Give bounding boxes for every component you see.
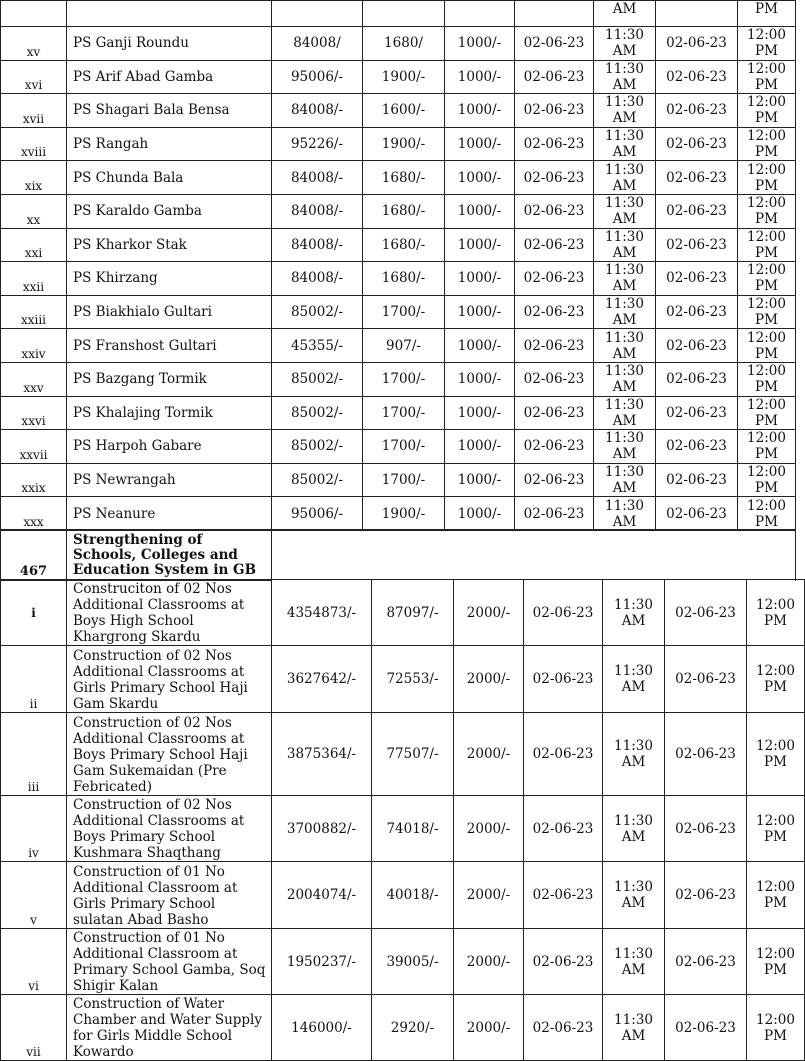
tender-fee: 1000/- bbox=[445, 127, 515, 161]
submission-time: 11:30 AM bbox=[603, 713, 665, 796]
earnest-money: 1680/- bbox=[363, 194, 445, 228]
tender-fee: 1000/- bbox=[445, 463, 515, 497]
scheme-name: PS Neanure bbox=[67, 497, 272, 531]
opening-date: 02-06-23 bbox=[665, 862, 747, 929]
scheme-name: PS Khalajing Tormik bbox=[67, 396, 272, 430]
opening-date: 02-06-23 bbox=[656, 262, 738, 296]
serial-number: xx bbox=[1, 194, 67, 228]
tender-fee: 1000/- bbox=[445, 396, 515, 430]
earnest-money: 77507/- bbox=[372, 713, 454, 796]
empty-cell bbox=[445, 1, 515, 27]
opening-date: 02-06-23 bbox=[656, 127, 738, 161]
submission-time: 11:30 AM bbox=[594, 161, 656, 195]
table-row bbox=[1, 362, 796, 396]
submission-date: 02-06-23 bbox=[515, 262, 594, 296]
empty-cell bbox=[1, 1, 67, 27]
estimated-cost: 95006/- bbox=[272, 497, 363, 531]
tender-fee: 1000/- bbox=[445, 497, 515, 531]
opening-time: 12:00 PM bbox=[738, 194, 796, 228]
scheme-name: PS Newrangah bbox=[67, 463, 272, 497]
submission-date: 02-06-23 bbox=[524, 796, 603, 862]
serial-number: xxvii bbox=[1, 430, 67, 464]
work-description: Construction of 02 Nos Additional Classrooms at Girls Primary School Haji Gam Skardu bbox=[67, 646, 272, 713]
opening-date: 02-06-23 bbox=[665, 929, 747, 995]
estimated-cost: 84008/- bbox=[272, 94, 363, 128]
serial-number: iv bbox=[1, 796, 67, 862]
table-row bbox=[1, 430, 796, 464]
earnest-money: 39005/- bbox=[372, 929, 454, 995]
tender-fee: 1000/- bbox=[445, 295, 515, 329]
table-row bbox=[1, 27, 796, 61]
tender-fee: 1000/- bbox=[445, 60, 515, 94]
work-description: Construction of 02 Nos Additional Classrooms at Boys Primary School Haji Gam Sukemaidan (Pre Febricated) bbox=[67, 713, 272, 796]
estimated-cost: 95226/- bbox=[272, 127, 363, 161]
opening-time: 12:00 PM bbox=[738, 463, 796, 497]
submission-time: 11:30 AM bbox=[594, 262, 656, 296]
opening-time: 12:00 PM bbox=[747, 862, 805, 929]
opening-time: 12:00 PM bbox=[738, 362, 796, 396]
table-row bbox=[1, 929, 805, 995]
estimated-cost: 2004074/- bbox=[272, 862, 372, 929]
submission-time: 11:30 AM bbox=[594, 94, 656, 128]
tender-fee: 2000/- bbox=[454, 796, 524, 862]
opening-time: 12:00 PM bbox=[747, 995, 805, 1061]
section-title: Strengthening of Schools, Colleges and Education System in GB bbox=[67, 530, 272, 581]
submission-time: 11:30 AM bbox=[603, 929, 665, 995]
empty-cell bbox=[656, 1, 738, 27]
earnest-money: 1700/- bbox=[363, 463, 445, 497]
earnest-money: 907/- bbox=[363, 329, 445, 363]
earnest-money: 87097/- bbox=[372, 580, 454, 646]
opening-date: 02-06-23 bbox=[665, 646, 747, 713]
section-row bbox=[1, 530, 796, 581]
table-row bbox=[1, 194, 796, 228]
empty-cell bbox=[363, 530, 796, 581]
opening-time: 12:00 PM bbox=[738, 329, 796, 363]
tender-table-lower bbox=[0, 579, 805, 1061]
opening-date: 02-06-23 bbox=[665, 580, 747, 646]
work-description: Construction of Water Chamber and Water Supply for Girls Middle School Kowardo bbox=[67, 995, 272, 1061]
serial-number: xxiv bbox=[1, 329, 67, 363]
work-description: Construciton of 02 Nos Additional Classrooms at Boys High School Khargrong Skardu bbox=[67, 580, 272, 646]
estimated-cost: 84008/- bbox=[272, 228, 363, 262]
submission-date: 02-06-23 bbox=[515, 295, 594, 329]
submission-date: 02-06-23 bbox=[515, 127, 594, 161]
scheme-name: PS Harpoh Gabare bbox=[67, 430, 272, 464]
submission-time: 11:30 AM bbox=[594, 194, 656, 228]
submission-time: 11:30 AM bbox=[603, 995, 665, 1061]
serial-number: xix bbox=[1, 161, 67, 195]
table-row bbox=[1, 127, 796, 161]
estimated-cost: 84008/- bbox=[272, 194, 363, 228]
estimated-cost: 85002/- bbox=[272, 295, 363, 329]
estimated-cost: 84008/ bbox=[272, 27, 363, 61]
serial-number: v bbox=[1, 862, 67, 929]
serial-number: xxi bbox=[1, 228, 67, 262]
table-row bbox=[1, 463, 796, 497]
opening-time: 12:00 PM bbox=[747, 713, 805, 796]
estimated-cost: 3875364/- bbox=[272, 713, 372, 796]
serial-number: vi bbox=[1, 929, 67, 995]
submission-time: 11:30 AM bbox=[594, 60, 656, 94]
submission-date: 02-06-23 bbox=[515, 329, 594, 363]
submission-time: 11:30 AM bbox=[594, 463, 656, 497]
opening-date: 02-06-23 bbox=[656, 362, 738, 396]
serial-number: vii bbox=[1, 995, 67, 1061]
opening-date: 02-06-23 bbox=[665, 995, 747, 1061]
table-row bbox=[1, 262, 796, 296]
submission-date: 02-06-23 bbox=[515, 463, 594, 497]
submission-date: 02-06-23 bbox=[515, 161, 594, 195]
submission-date: 02-06-23 bbox=[515, 362, 594, 396]
work-description: Construction of 01 No Additional Classroom at Primary School Gamba, Soq Shigir Kalan bbox=[67, 929, 272, 995]
earnest-money: 1680/- bbox=[363, 161, 445, 195]
empty-cell bbox=[272, 1, 363, 27]
scheme-name: PS Karaldo Gamba bbox=[67, 194, 272, 228]
opening-time: 12:00 PM bbox=[747, 646, 805, 713]
serial-number: ii bbox=[1, 646, 67, 713]
table-row bbox=[1, 862, 805, 929]
tender-fee: 2000/- bbox=[454, 713, 524, 796]
submission-date: 02-06-23 bbox=[515, 27, 594, 61]
estimated-cost: 3700882/- bbox=[272, 796, 372, 862]
opening-time: 12:00 PM bbox=[747, 796, 805, 862]
submission-date: 02-06-23 bbox=[515, 396, 594, 430]
submission-date: 02-06-23 bbox=[515, 430, 594, 464]
submission-time: 11:30 AM bbox=[603, 796, 665, 862]
earnest-money: 1700/- bbox=[363, 362, 445, 396]
table-row bbox=[1, 94, 796, 128]
opening-time: 12:00 PM bbox=[738, 127, 796, 161]
scheme-name: PS Kharkor Stak bbox=[67, 228, 272, 262]
submission-date: 02-06-23 bbox=[524, 580, 603, 646]
earnest-money: 1900/- bbox=[363, 127, 445, 161]
earnest-money: 72553/- bbox=[372, 646, 454, 713]
opening-date: 02-06-23 bbox=[656, 161, 738, 195]
submission-time: 11:30 AM bbox=[603, 580, 665, 646]
table-row bbox=[1, 228, 796, 262]
submission-time: 11:30 AM bbox=[594, 27, 656, 61]
opening-date: 02-06-23 bbox=[656, 194, 738, 228]
earnest-money: 1700/- bbox=[363, 430, 445, 464]
opening-time: 12:00 PM bbox=[747, 580, 805, 646]
estimated-cost: 146000/- bbox=[272, 995, 372, 1061]
opening-time: 12:00 PM bbox=[738, 161, 796, 195]
estimated-cost: 95006/- bbox=[272, 60, 363, 94]
table-row bbox=[1, 396, 796, 430]
opening-date: 02-06-23 bbox=[665, 796, 747, 862]
scheme-name: PS Arif Abad Gamba bbox=[67, 60, 272, 94]
opening-date: 02-06-23 bbox=[656, 329, 738, 363]
tender-fee: 1000/- bbox=[445, 94, 515, 128]
serial-number: xxii bbox=[1, 262, 67, 296]
tender-fee: 1000/- bbox=[445, 228, 515, 262]
earnest-money: 1600/- bbox=[363, 94, 445, 128]
submission-time: 11:30 AM bbox=[594, 362, 656, 396]
tender-fee: 1000/- bbox=[445, 161, 515, 195]
opening-time: 12:00 PM bbox=[738, 396, 796, 430]
estimated-cost: 85002/- bbox=[272, 396, 363, 430]
empty-cell bbox=[67, 1, 272, 27]
scheme-name: PS Chunda Bala bbox=[67, 161, 272, 195]
submission-time: 11:30 AM bbox=[594, 228, 656, 262]
opening-date: 02-06-23 bbox=[656, 27, 738, 61]
estimated-cost: 3627642/- bbox=[272, 646, 372, 713]
estimated-cost: 45355/- bbox=[272, 329, 363, 363]
opening-time: 12:00 PM bbox=[738, 262, 796, 296]
opening-time: 12:00 PM bbox=[747, 929, 805, 995]
serial-number: xviii bbox=[1, 127, 67, 161]
opening-date: 02-06-23 bbox=[656, 430, 738, 464]
earnest-money: 1900/- bbox=[363, 497, 445, 531]
tender-fee: 1000/- bbox=[445, 194, 515, 228]
submission-time: 11:30 AM bbox=[594, 295, 656, 329]
tender-fee: 1000/- bbox=[445, 262, 515, 296]
tender-fee: 1000/- bbox=[445, 430, 515, 464]
submission-time: 11:30 AM bbox=[594, 430, 656, 464]
serial-number: xv bbox=[1, 27, 67, 61]
serial-number: xvii bbox=[1, 94, 67, 128]
submission-time: 11:30 AM bbox=[594, 396, 656, 430]
tender-fee: 1000/- bbox=[445, 362, 515, 396]
serial-number: xvi bbox=[1, 60, 67, 94]
empty-cell bbox=[363, 1, 445, 27]
time-open-cell: AM bbox=[594, 1, 656, 27]
submission-time: 11:30 AM bbox=[603, 646, 665, 713]
tender-fee: 2000/- bbox=[454, 580, 524, 646]
tender-fee: 1000/- bbox=[445, 27, 515, 61]
submission-date: 02-06-23 bbox=[524, 646, 603, 713]
scheme-name: PS Rangah bbox=[67, 127, 272, 161]
serial-number: i bbox=[1, 580, 67, 646]
estimated-cost: 1950237/- bbox=[272, 929, 372, 995]
opening-date: 02-06-23 bbox=[656, 497, 738, 531]
opening-date: 02-06-23 bbox=[656, 94, 738, 128]
opening-time: 12:00 PM bbox=[738, 430, 796, 464]
estimated-cost: 84008/- bbox=[272, 262, 363, 296]
opening-time: 12:00 PM bbox=[738, 60, 796, 94]
submission-date: 02-06-23 bbox=[515, 94, 594, 128]
tender-fee: 2000/- bbox=[454, 646, 524, 713]
serial-number: xxx bbox=[1, 497, 67, 531]
section-number: 467 bbox=[1, 530, 67, 581]
table-row bbox=[1, 995, 805, 1061]
time-close-cell: PM bbox=[738, 1, 796, 27]
opening-date: 02-06-23 bbox=[656, 463, 738, 497]
tender-fee: 1000/- bbox=[445, 329, 515, 363]
serial-number: xxv bbox=[1, 362, 67, 396]
table-row bbox=[1, 796, 805, 862]
tender-fee: 2000/- bbox=[454, 929, 524, 995]
work-description: Construction of 02 Nos Additional Classrooms at Boys Primary School Kushmara Shaqthang bbox=[67, 796, 272, 862]
scheme-name: PS Shagari Bala Bensa bbox=[67, 94, 272, 128]
table-row bbox=[1, 497, 796, 531]
tender-fee: 2000/- bbox=[454, 862, 524, 929]
opening-date: 02-06-23 bbox=[656, 396, 738, 430]
earnest-money: 2920/- bbox=[372, 995, 454, 1061]
tender-fee: 2000/- bbox=[454, 995, 524, 1061]
earnest-money: 1900/- bbox=[363, 60, 445, 94]
estimated-cost: 85002/- bbox=[272, 362, 363, 396]
upper-table-body bbox=[1, 1, 796, 531]
serial-number: iii bbox=[1, 713, 67, 796]
table-row bbox=[1, 295, 796, 329]
table-row bbox=[1, 161, 796, 195]
estimated-cost: 85002/- bbox=[272, 463, 363, 497]
submission-date: 02-06-23 bbox=[524, 929, 603, 995]
table-row bbox=[1, 646, 805, 713]
submission-time: 11:30 AM bbox=[594, 497, 656, 531]
earnest-money: 1680/ bbox=[363, 27, 445, 61]
earnest-money: 74018/- bbox=[372, 796, 454, 862]
opening-time: 12:00 PM bbox=[738, 295, 796, 329]
opening-time: 12:00 PM bbox=[738, 27, 796, 61]
empty-cell bbox=[515, 1, 594, 27]
opening-date: 02-06-23 bbox=[656, 60, 738, 94]
submission-date: 02-06-23 bbox=[524, 713, 603, 796]
earnest-money: 1700/- bbox=[363, 396, 445, 430]
submission-date: 02-06-23 bbox=[515, 497, 594, 531]
earnest-money: 1680/- bbox=[363, 228, 445, 262]
opening-date: 02-06-23 bbox=[665, 713, 747, 796]
opening-time: 12:00 PM bbox=[738, 94, 796, 128]
scheme-name: PS Biakhialo Gultari bbox=[67, 295, 272, 329]
serial-number: xxiii bbox=[1, 295, 67, 329]
submission-date: 02-06-23 bbox=[515, 194, 594, 228]
scheme-name: PS Ganji Roundu bbox=[67, 27, 272, 61]
tender-table-upper bbox=[0, 0, 796, 531]
serial-number: xxix bbox=[1, 463, 67, 497]
empty-cell bbox=[272, 530, 363, 581]
opening-date: 02-06-23 bbox=[656, 228, 738, 262]
scheme-name: PS Khirzang bbox=[67, 262, 272, 296]
submission-time: 11:30 AM bbox=[594, 127, 656, 161]
scheme-name: PS Bazgang Tormik bbox=[67, 362, 272, 396]
lower-table-body bbox=[1, 580, 805, 1061]
opening-date: 02-06-23 bbox=[656, 295, 738, 329]
scheme-name: PS Franshost Gultari bbox=[67, 329, 272, 363]
serial-number: xxvi bbox=[1, 396, 67, 430]
table-row bbox=[1, 60, 796, 94]
section-header-table bbox=[0, 529, 796, 581]
table-row bbox=[1, 580, 805, 646]
estimated-cost: 84008/- bbox=[272, 161, 363, 195]
estimated-cost: 4354873/- bbox=[272, 580, 372, 646]
earnest-money: 1700/- bbox=[363, 295, 445, 329]
submission-time: 11:30 AM bbox=[594, 329, 656, 363]
earnest-money: 1680/- bbox=[363, 262, 445, 296]
submission-date: 02-06-23 bbox=[515, 228, 594, 262]
opening-time: 12:00 PM bbox=[738, 497, 796, 531]
work-description: Construction of 01 No Additional Classroom at Girls Primary School sulatan Abad Basho bbox=[67, 862, 272, 929]
opening-time: 12:00 PM bbox=[738, 228, 796, 262]
submission-date: 02-06-23 bbox=[524, 862, 603, 929]
estimated-cost: 85002/- bbox=[272, 430, 363, 464]
table-row bbox=[1, 329, 796, 363]
header-continuation-row bbox=[1, 1, 796, 27]
submission-time: 11:30 AM bbox=[603, 862, 665, 929]
earnest-money: 40018/- bbox=[372, 862, 454, 929]
submission-date: 02-06-23 bbox=[515, 60, 594, 94]
table-row bbox=[1, 713, 805, 796]
submission-date: 02-06-23 bbox=[524, 995, 603, 1061]
